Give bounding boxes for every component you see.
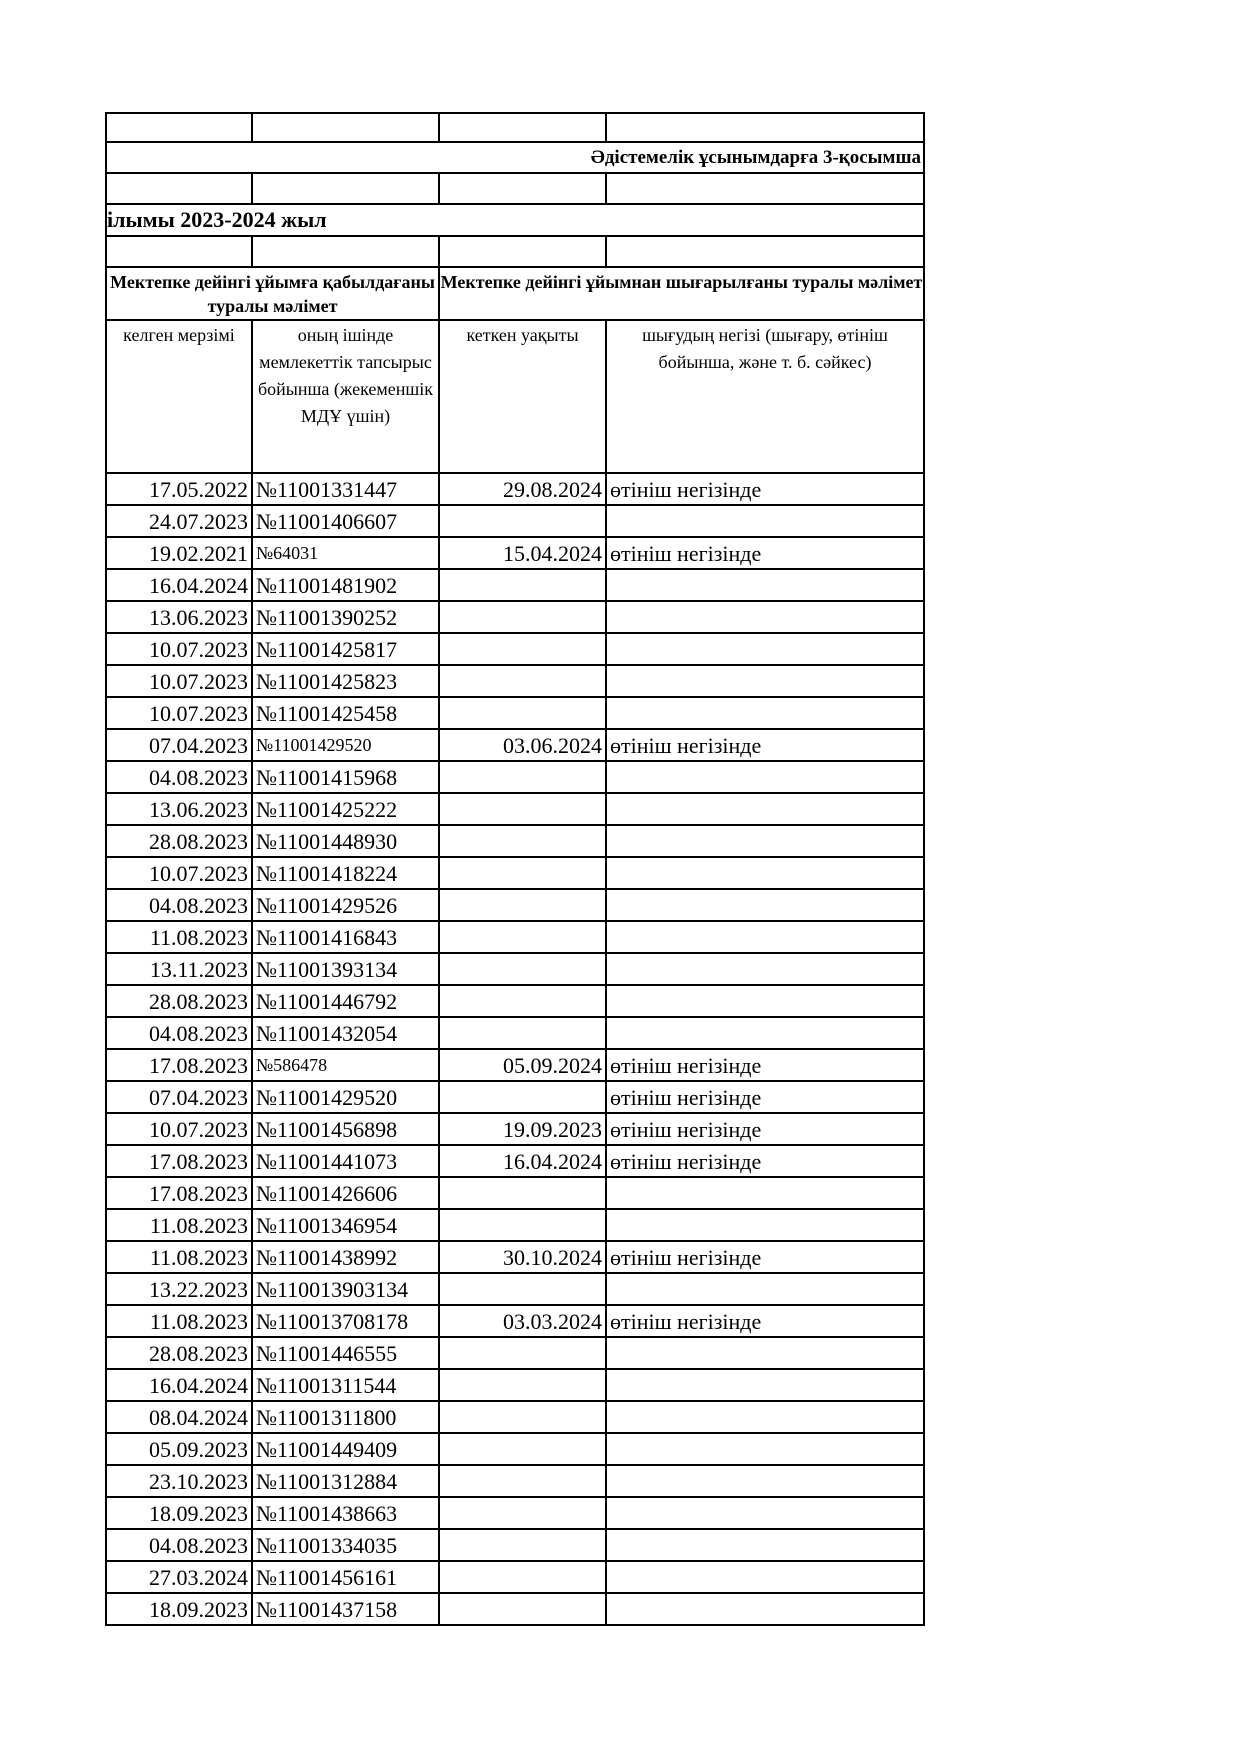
- empty-cell: [105, 112, 253, 143]
- table-row: [105, 986, 925, 1018]
- arrival-date-cell: 17.05.2022: [105, 474, 253, 506]
- spreadsheet-table: [105, 112, 925, 1626]
- arrival-date-header: келген мерзімі: [105, 321, 253, 474]
- arrival-date-cell: 04.08.2023: [105, 890, 253, 922]
- left-header: Мектепке дейінгі ұйымнан шығарылғаны туралы мәлімет: [440, 268, 925, 321]
- table-row: [105, 602, 925, 634]
- table-row: [105, 1082, 925, 1114]
- departure-date-cell: [440, 1210, 607, 1242]
- empty-cell: [105, 237, 253, 268]
- departure-reason-cell: [607, 602, 925, 634]
- departure-reason-cell: [607, 826, 925, 858]
- departure-date-cell: 19.09.2023: [440, 1114, 607, 1146]
- order-number-cell: №64031: [253, 538, 440, 570]
- departure-reason-header: шығудың негізі (шығару, өтініш бойынша, және т. б. сәйкес): [607, 321, 925, 474]
- table-row: [105, 1562, 925, 1594]
- order-number-cell: №11001425458: [253, 698, 440, 730]
- departure-date-cell: 05.09.2024: [440, 1050, 607, 1082]
- order-number-cell: №11001438992: [253, 1242, 440, 1274]
- order-number-cell: №11001429520: [253, 730, 440, 762]
- arrival-date-cell: 13.11.2023: [105, 954, 253, 986]
- table-row: [105, 634, 925, 666]
- order-number-cell: №11001456161: [253, 1562, 440, 1594]
- arrival-date-cell: 10.07.2023: [105, 666, 253, 698]
- arrival-date-cell: 28.08.2023: [105, 826, 253, 858]
- order-number-cell: №586478: [253, 1050, 440, 1082]
- departure-reason-cell: [607, 1274, 925, 1306]
- arrival-date-cell: 17.08.2023: [105, 1050, 253, 1082]
- departure-reason-cell: [607, 1402, 925, 1434]
- departure-reason-cell: [607, 986, 925, 1018]
- arrival-date-cell: 23.10.2023: [105, 1466, 253, 1498]
- empty-row: [105, 112, 925, 143]
- table-row: [105, 1466, 925, 1498]
- order-number-cell: №11001346954: [253, 1210, 440, 1242]
- arrival-date-cell: 04.08.2023: [105, 762, 253, 794]
- table-row: [105, 1530, 925, 1562]
- table-row: [105, 1498, 925, 1530]
- departure-reason-cell: өтініш негізінде: [607, 538, 925, 570]
- order-number-cell: №11001312884: [253, 1466, 440, 1498]
- data-rows: [105, 474, 925, 1626]
- departure-reason-cell: [607, 858, 925, 890]
- order-number-cell: №11001331447: [253, 474, 440, 506]
- departure-date-cell: 03.03.2024: [440, 1306, 607, 1338]
- order-number-cell: №11001446792: [253, 986, 440, 1018]
- departure-reason-cell: [607, 1370, 925, 1402]
- departure-date-cell: [440, 506, 607, 538]
- departure-reason-cell: [607, 1466, 925, 1498]
- empty-cell: [440, 112, 607, 143]
- departure-date-cell: [440, 1082, 607, 1114]
- arrival-date-cell: 18.09.2023: [105, 1498, 253, 1530]
- departure-reason-cell: [607, 922, 925, 954]
- state-order-header: оның ішінде мемлекеттік тапсырыс бойынша (жекеменшік МДҰ үшін): [253, 321, 440, 474]
- departure-date-cell: [440, 1274, 607, 1306]
- order-number-cell: №11001446555: [253, 1338, 440, 1370]
- departure-reason-cell: [607, 570, 925, 602]
- table-row: [105, 826, 925, 858]
- departure-reason-cell: [607, 698, 925, 730]
- order-number-cell: №11001429526: [253, 890, 440, 922]
- departure-date-cell: [440, 1434, 607, 1466]
- departure-reason-cell: өтініш негізінде: [607, 1146, 925, 1178]
- departure-reason-cell: өтініш негізінде: [607, 1242, 925, 1274]
- arrival-date-cell: 16.04.2024: [105, 1370, 253, 1402]
- departure-date-cell: [440, 986, 607, 1018]
- departure-date-cell: [440, 698, 607, 730]
- arrival-date-cell: 04.08.2023: [105, 1530, 253, 1562]
- departure-reason-cell: [607, 1178, 925, 1210]
- empty-cell: [440, 237, 607, 268]
- departure-date-cell: [440, 794, 607, 826]
- arrival-date-cell: 17.08.2023: [105, 1146, 253, 1178]
- table-row: [105, 1018, 925, 1050]
- departure-date-cell: [440, 762, 607, 794]
- departure-reason-cell: [607, 794, 925, 826]
- departure-date-cell: [440, 858, 607, 890]
- departure-date-cell: [440, 1178, 607, 1210]
- table-row: [105, 538, 925, 570]
- table-row: [105, 1402, 925, 1434]
- table-row: [105, 1338, 925, 1370]
- departure-date-cell: 29.08.2024: [440, 474, 607, 506]
- order-number-cell: №11001425817: [253, 634, 440, 666]
- departure-date-cell: [440, 826, 607, 858]
- appendix-note-row: [105, 143, 925, 174]
- order-number-cell: №11001449409: [253, 1434, 440, 1466]
- table-row: [105, 890, 925, 922]
- empty-cell: [253, 112, 440, 143]
- arrival-date-cell: 16.04.2024: [105, 570, 253, 602]
- order-number-cell: №11001416843: [253, 922, 440, 954]
- departure-date-cell: [440, 1594, 607, 1626]
- table-row: [105, 474, 925, 506]
- departure-reason-cell: [607, 1530, 925, 1562]
- order-number-cell: №11001390252: [253, 602, 440, 634]
- empty-cell: [607, 237, 925, 268]
- table-row: [105, 1114, 925, 1146]
- departure-date-cell: [440, 1402, 607, 1434]
- arrival-date-cell: 13.22.2023: [105, 1274, 253, 1306]
- departure-reason-cell: [607, 954, 925, 986]
- departure-date-cell: 30.10.2024: [440, 1242, 607, 1274]
- departure-reason-cell: өтініш негізінде: [607, 730, 925, 762]
- order-number-cell: №11001481902: [253, 570, 440, 602]
- admitted-header: Мектепке дейінгі ұйымға қабылдағаны туралы мәлімет: [105, 268, 440, 321]
- table-row: [105, 858, 925, 890]
- arrival-date-cell: 28.08.2023: [105, 986, 253, 1018]
- table-row: [105, 666, 925, 698]
- table-row: [105, 698, 925, 730]
- group-header-row: [105, 268, 925, 321]
- table-row: [105, 730, 925, 762]
- departure-date-cell: 03.06.2024: [440, 730, 607, 762]
- order-number-cell: №11001425222: [253, 794, 440, 826]
- arrival-date-cell: 19.02.2021: [105, 538, 253, 570]
- appendix-note: Әдістемелік ұсынымдарға 3-қосымша: [105, 143, 925, 174]
- arrival-date-cell: 10.07.2023: [105, 698, 253, 730]
- departure-reason-cell: өтініш негізінде: [607, 1082, 925, 1114]
- departure-date-cell: [440, 922, 607, 954]
- departure-date-cell: [440, 1018, 607, 1050]
- order-number-cell: №11001429520: [253, 1082, 440, 1114]
- document-title: ілымы 2023-2024 жыл: [105, 205, 925, 237]
- arrival-date-cell: 24.07.2023: [105, 506, 253, 538]
- departure-reason-cell: өтініш негізінде: [607, 1306, 925, 1338]
- empty-cell: [253, 174, 440, 205]
- departure-date-cell: [440, 1530, 607, 1562]
- arrival-date-cell: 13.06.2023: [105, 794, 253, 826]
- order-number-cell: №11001393134: [253, 954, 440, 986]
- arrival-date-cell: 10.07.2023: [105, 1114, 253, 1146]
- table-row: [105, 1434, 925, 1466]
- empty-cell: [607, 112, 925, 143]
- arrival-date-cell: 28.08.2023: [105, 1338, 253, 1370]
- table-row: [105, 1210, 925, 1242]
- order-number-cell: №11001406607: [253, 506, 440, 538]
- departure-date-cell: [440, 602, 607, 634]
- table-row: [105, 1306, 925, 1338]
- order-number-cell: №11001425823: [253, 666, 440, 698]
- table-row: [105, 954, 925, 986]
- departure-date-cell: [440, 1562, 607, 1594]
- arrival-date-cell: 17.08.2023: [105, 1178, 253, 1210]
- departure-date-header: кеткен уақыты: [440, 321, 607, 474]
- arrival-date-cell: 13.06.2023: [105, 602, 253, 634]
- order-number-cell: №11001456898: [253, 1114, 440, 1146]
- order-number-cell: №11001334035: [253, 1530, 440, 1562]
- table-row: [105, 506, 925, 538]
- departure-date-cell: 15.04.2024: [440, 538, 607, 570]
- table-row: [105, 570, 925, 602]
- departure-date-cell: [440, 634, 607, 666]
- departure-reason-cell: [607, 1018, 925, 1050]
- table-row: [105, 1274, 925, 1306]
- table-row: [105, 1370, 925, 1402]
- order-number-cell: №11001415968: [253, 762, 440, 794]
- arrival-date-cell: 11.08.2023: [105, 1210, 253, 1242]
- table-row: [105, 922, 925, 954]
- departure-date-cell: [440, 570, 607, 602]
- order-number-cell: №11001448930: [253, 826, 440, 858]
- order-number-cell: №11001418224: [253, 858, 440, 890]
- column-header-row: [105, 321, 925, 474]
- departure-reason-cell: [607, 1338, 925, 1370]
- departure-date-cell: [440, 1466, 607, 1498]
- departure-reason-cell: өтініш негізінде: [607, 1114, 925, 1146]
- table-row: [105, 1594, 925, 1626]
- arrival-date-cell: 05.09.2023: [105, 1434, 253, 1466]
- departure-reason-cell: [607, 1498, 925, 1530]
- order-number-cell: №11001432054: [253, 1018, 440, 1050]
- arrival-date-cell: 11.08.2023: [105, 1306, 253, 1338]
- departure-date-cell: [440, 1338, 607, 1370]
- departure-reason-cell: [607, 890, 925, 922]
- arrival-date-cell: 10.07.2023: [105, 858, 253, 890]
- empty-row: [105, 174, 925, 205]
- departure-reason-cell: [607, 1562, 925, 1594]
- arrival-date-cell: 10.07.2023: [105, 634, 253, 666]
- empty-cell: [105, 174, 253, 205]
- departure-reason-cell: [607, 666, 925, 698]
- order-number-cell: №11001438663: [253, 1498, 440, 1530]
- departure-reason-cell: [607, 506, 925, 538]
- arrival-date-cell: 18.09.2023: [105, 1594, 253, 1626]
- departure-date-cell: [440, 954, 607, 986]
- order-number-cell: №11001441073: [253, 1146, 440, 1178]
- arrival-date-cell: 27.03.2024: [105, 1562, 253, 1594]
- table-row: [105, 762, 925, 794]
- departure-reason-cell: [607, 1594, 925, 1626]
- arrival-date-cell: 08.04.2024: [105, 1402, 253, 1434]
- title-row: [105, 205, 925, 237]
- departure-reason-cell: [607, 1434, 925, 1466]
- table-row: [105, 1146, 925, 1178]
- departure-reason-cell: [607, 762, 925, 794]
- order-number-cell: №11001311800: [253, 1402, 440, 1434]
- order-number-cell: №11001437158: [253, 1594, 440, 1626]
- empty-row: [105, 237, 925, 268]
- empty-cell: [253, 237, 440, 268]
- departure-date-cell: [440, 890, 607, 922]
- order-number-cell: №110013708178: [253, 1306, 440, 1338]
- departure-date-cell: [440, 1498, 607, 1530]
- table-row: [105, 1178, 925, 1210]
- departure-date-cell: 16.04.2024: [440, 1146, 607, 1178]
- arrival-date-cell: 04.08.2023: [105, 1018, 253, 1050]
- departure-reason-cell: [607, 1210, 925, 1242]
- departure-reason-cell: өтініш негізінде: [607, 474, 925, 506]
- departure-reason-cell: [607, 634, 925, 666]
- arrival-date-cell: 11.08.2023: [105, 922, 253, 954]
- arrival-date-cell: 11.08.2023: [105, 1242, 253, 1274]
- table-row: [105, 1242, 925, 1274]
- table-row: [105, 794, 925, 826]
- arrival-date-cell: 07.04.2023: [105, 1082, 253, 1114]
- departure-date-cell: [440, 1370, 607, 1402]
- departure-reason-cell: өтініш негізінде: [607, 1050, 925, 1082]
- order-number-cell: №11001311544: [253, 1370, 440, 1402]
- arrival-date-cell: 07.04.2023: [105, 730, 253, 762]
- empty-cell: [440, 174, 607, 205]
- order-number-cell: №11001426606: [253, 1178, 440, 1210]
- empty-cell: [607, 174, 925, 205]
- table-row: [105, 1050, 925, 1082]
- order-number-cell: №110013903134: [253, 1274, 440, 1306]
- departure-date-cell: [440, 666, 607, 698]
